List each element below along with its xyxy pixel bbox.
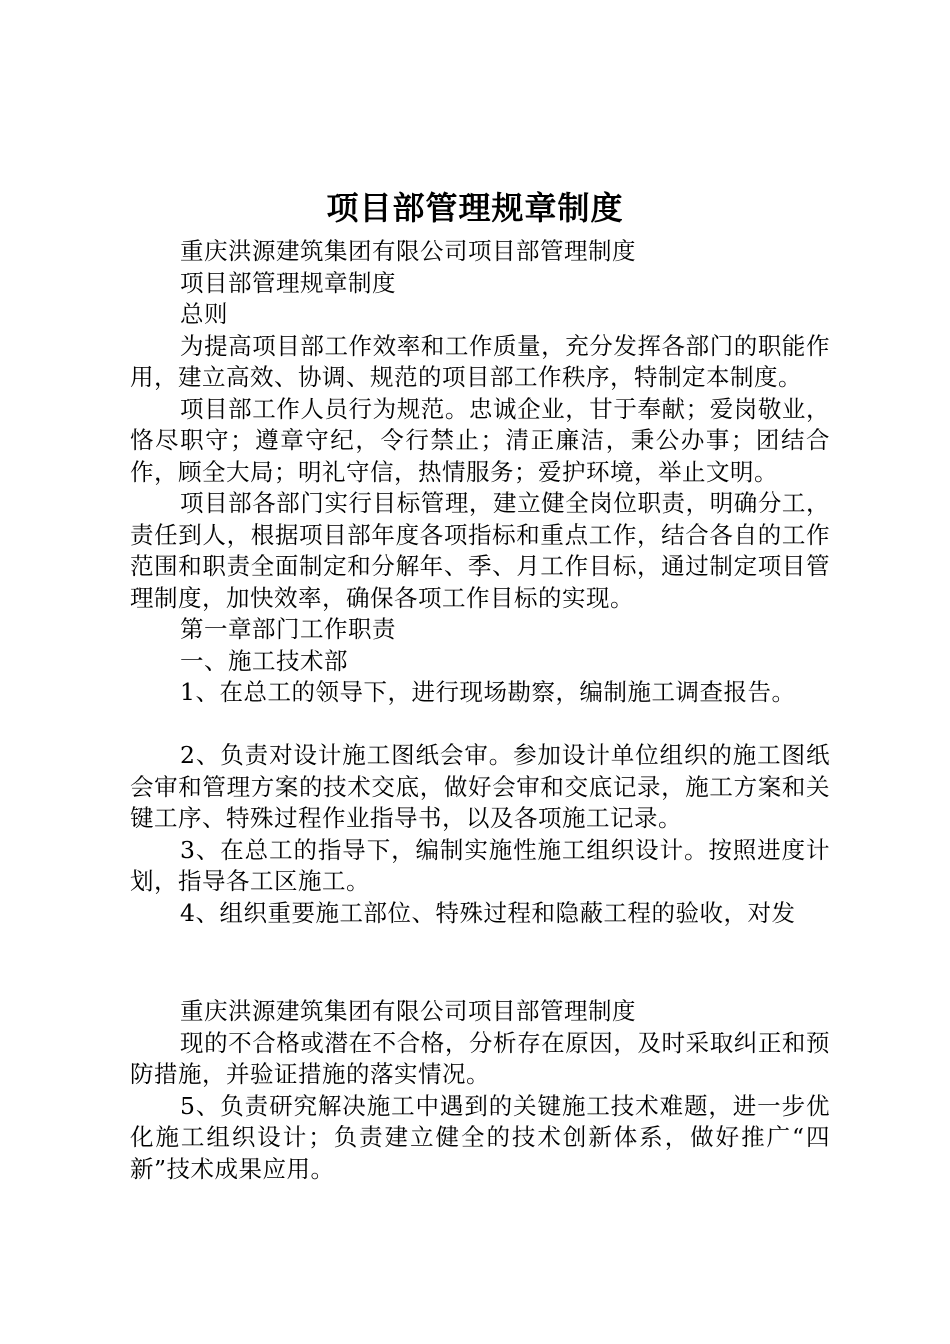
paragraph: 项目部工作人员行为规范。忠诚企业，甘于奉献；爱岗敬业，恪尽职守；遵章守纪，令行禁止；清正廉洁，秉公办事；团结合作，顾全大局；明礼守信，热情服务；爱护环境，举止文明。 <box>130 394 830 486</box>
header-line: 重庆洪源建筑集团有限公司项目部管理制度 <box>180 997 636 1025</box>
list-item: 2、负责对设计施工图纸会审。参加设计单位组织的施工图纸会审和管理方案的技术交底，做好会审和交底记录，施工方案和关键工序、特殊过程作业指导书，以及各项施工记录。 <box>130 741 830 832</box>
document-title: 项目部管理规章制度 <box>326 189 624 227</box>
paragraph: 现的不合格或潜在不合格，分析存在原因，及时采取纠正和预防措施，并验证措施的落实情况。 <box>130 1028 830 1088</box>
paragraph: 项目部各部门实行目标管理，建立健全岗位职责，明确分工，责任到人，根据项目部年度各项指标和重点工作，结合各自的工作范围和职责全面制定和分解年、季、月工作目标，通过制定项目管理制度，加快效率，确保各项工作目标的实现。 <box>130 489 830 612</box>
list-item: 3、在总工的指导下，编制实施性施工组织设计。按照进度计划，指导各工区施工。 <box>130 835 830 895</box>
header-line: 重庆洪源建筑集团有限公司项目部管理制度 <box>180 237 636 265</box>
section-heading: 总则 <box>180 300 228 328</box>
paragraph: 项目部管理规章制度 <box>180 268 396 297</box>
list-item: 1、在总工的领导下，进行现场勘察，编制施工调查报告。 <box>180 678 796 706</box>
document-body-part-one <box>130 236 830 929</box>
list-item: 4、组织重要施工部位、特殊过程和隐蔽工程的验收，对发 <box>180 898 796 927</box>
section-heading: 一、施工技术部 <box>180 646 348 675</box>
chapter-heading: 第一章部门工作职责 <box>180 615 396 643</box>
document-body-part-two <box>130 996 830 1185</box>
paragraph: 为提高项目部工作效率和工作质量，充分发挥各部门的职能作用，建立高效、协调、规范的项目部工作秩序，特制定本制度。 <box>130 331 830 391</box>
list-item: 5、负责研究解决施工中遇到的关键施工技术难题，进一步优化施工组织设计；负责建立健全的技术创新体系，做好推广“四新”技术成果应用。 <box>130 1091 830 1183</box>
